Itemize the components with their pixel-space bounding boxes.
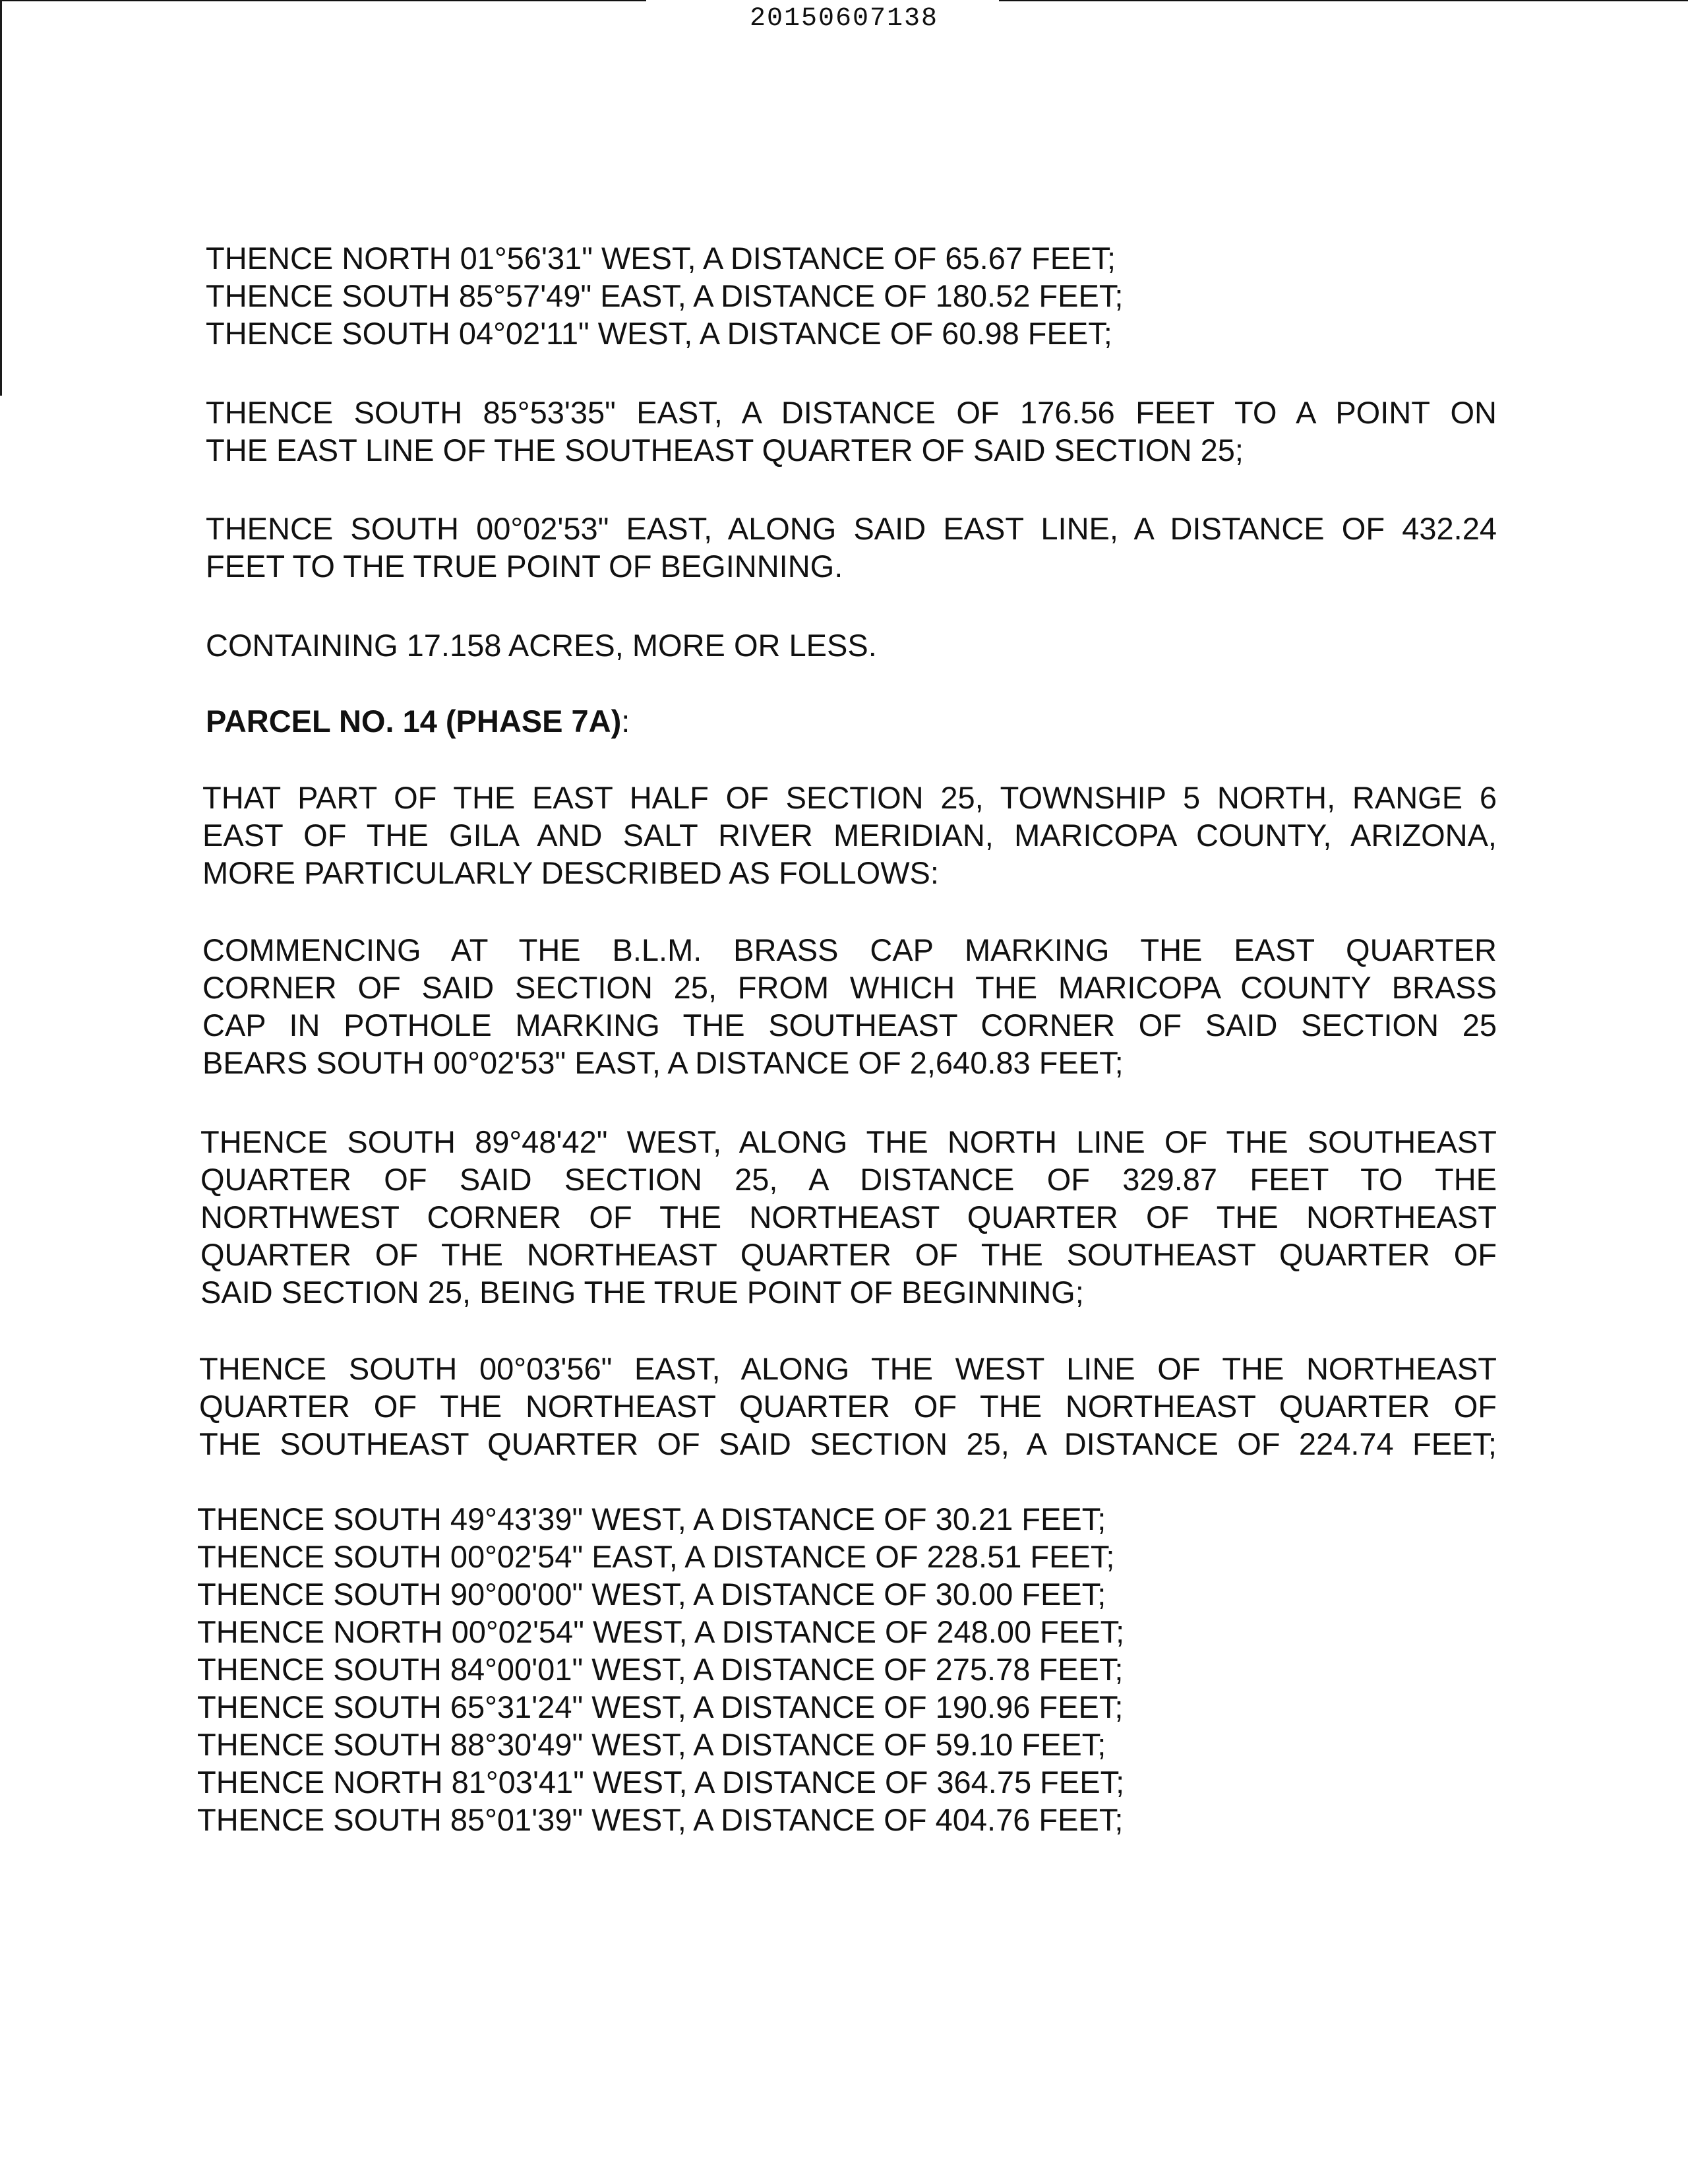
paragraph-line: NORTHWEST CORNER OF THE NORTHEAST QUARTER OF THE NORTHEAST xyxy=(200,1199,1497,1234)
course-line: THENCE SOUTH 90°00'00" WEST, A DISTANCE OF 30.00 FEET; xyxy=(197,1577,1106,1612)
paragraph-line: MORE PARTICULARLY DESCRIBED AS FOLLOWS: xyxy=(202,855,939,890)
containing-acres xyxy=(206,626,877,664)
course-line: THENCE SOUTH 85°01'39" WEST, A DISTANCE OF 404.76 FEET; xyxy=(197,1802,1124,1837)
recording-number: 20150607138 xyxy=(749,4,939,34)
paragraph-line: THE EAST LINE OF THE SOUTHEAST QUARTER OF SAID SECTION 25; xyxy=(206,433,1244,468)
paragraph-commencing xyxy=(202,931,1497,1081)
course-line: THENCE SOUTH 88°30'49" WEST, A DISTANCE OF 59.10 FEET; xyxy=(197,1727,1106,1762)
paragraph-east-line xyxy=(206,394,1497,469)
paragraph-line: THENCE SOUTH 89°48'42" WEST, ALONG THE NORTH LINE OF THE SOUTHEAST xyxy=(200,1124,1497,1159)
paragraph-line: QUARTER OF THE NORTHEAST QUARTER OF THE SOUTHEAST QUARTER OF xyxy=(200,1237,1497,1272)
course-list xyxy=(197,1500,1124,1838)
paragraph-true-point xyxy=(206,510,1497,585)
paragraph-line: THE SOUTHEAST QUARTER OF SAID SECTION 25, A DISTANCE OF 224.74 FEET; xyxy=(199,1426,1497,1461)
course-line: THENCE SOUTH 65°31'24" WEST, A DISTANCE OF 190.96 FEET; xyxy=(197,1689,1124,1724)
paragraph-line: QUARTER OF SAID SECTION 25, A DISTANCE OF 329.87 FEET TO THE xyxy=(200,1162,1497,1197)
paragraph-line: THENCE SOUTH 00°02'53" EAST, ALONG SAID EAST LINE, A DISTANCE OF 432.24 xyxy=(206,511,1497,546)
parcel-heading xyxy=(206,702,630,740)
course-line: THENCE SOUTH 49°43'39" WEST, A DISTANCE OF 30.21 FEET; xyxy=(197,1502,1106,1536)
course-line: THENCE SOUTH 00°02'54" EAST, A DISTANCE OF 228.51 FEET; xyxy=(197,1539,1115,1574)
course-block-1 xyxy=(206,239,1123,352)
paragraph-line: QUARTER OF THE NORTHEAST QUARTER OF THE NORTHEAST QUARTER OF xyxy=(199,1389,1497,1424)
paragraph-west-line xyxy=(199,1350,1497,1463)
paragraph-line: CAP IN POTHOLE MARKING THE SOUTHEAST CORNER OF SAID SECTION 25 xyxy=(202,1008,1497,1043)
parcel-heading-colon: : xyxy=(621,704,630,739)
course-line: THENCE SOUTH 85°57'49" EAST, A DISTANCE OF 180.52 FEET; xyxy=(206,278,1124,313)
course-line: THENCE SOUTH 84°00'01" WEST, A DISTANCE OF 275.78 FEET; xyxy=(197,1652,1124,1687)
paragraph-north-line xyxy=(200,1123,1497,1311)
course-line: THENCE SOUTH 04°02'11" WEST, A DISTANCE OF 60.98 FEET; xyxy=(206,316,1112,351)
paragraph-line: THAT PART OF THE EAST HALF OF SECTION 25, TOWNSHIP 5 NORTH, RANGE 6 xyxy=(202,780,1497,815)
paragraph-line: SAID SECTION 25, BEING THE TRUE POINT OF BEGINNING; xyxy=(200,1275,1084,1310)
paragraph-line: COMMENCING AT THE B.L.M. BRASS CAP MARKING THE EAST QUARTER xyxy=(202,932,1497,967)
paragraph-line: THENCE SOUTH 85°53'35" EAST, A DISTANCE OF 176.56 FEET TO A POINT ON xyxy=(206,395,1497,430)
containing-text: CONTAINING 17.158 ACRES, MORE OR LESS. xyxy=(206,628,877,663)
paragraph-line: THENCE SOUTH 00°03'56" EAST, ALONG THE WEST LINE OF THE NORTHEAST xyxy=(199,1351,1497,1386)
course-line: THENCE NORTH 81°03'41" WEST, A DISTANCE OF 364.75 FEET; xyxy=(197,1765,1125,1800)
paragraph-line: EAST OF THE GILA AND SALT RIVER MERIDIAN, MARICOPA COUNTY, ARIZONA, xyxy=(202,818,1497,853)
paragraph-that-part xyxy=(202,779,1497,892)
paragraph-line: BEARS SOUTH 00°02'53" EAST, A DISTANCE OF 2,640.83 FEET; xyxy=(202,1045,1124,1080)
paragraph-line: CORNER OF SAID SECTION 25, FROM WHICH THE MARICOPA COUNTY BRASS xyxy=(202,970,1497,1005)
paragraph-line: FEET TO THE TRUE POINT OF BEGINNING. xyxy=(206,549,843,584)
course-line: THENCE NORTH 00°02'54" WEST, A DISTANCE OF 248.00 FEET; xyxy=(197,1614,1125,1649)
course-line: THENCE NORTH 01°56'31" WEST, A DISTANCE OF 65.67 FEET; xyxy=(206,241,1116,276)
parcel-heading-text: PARCEL NO. 14 (PHASE 7A) xyxy=(206,704,622,739)
